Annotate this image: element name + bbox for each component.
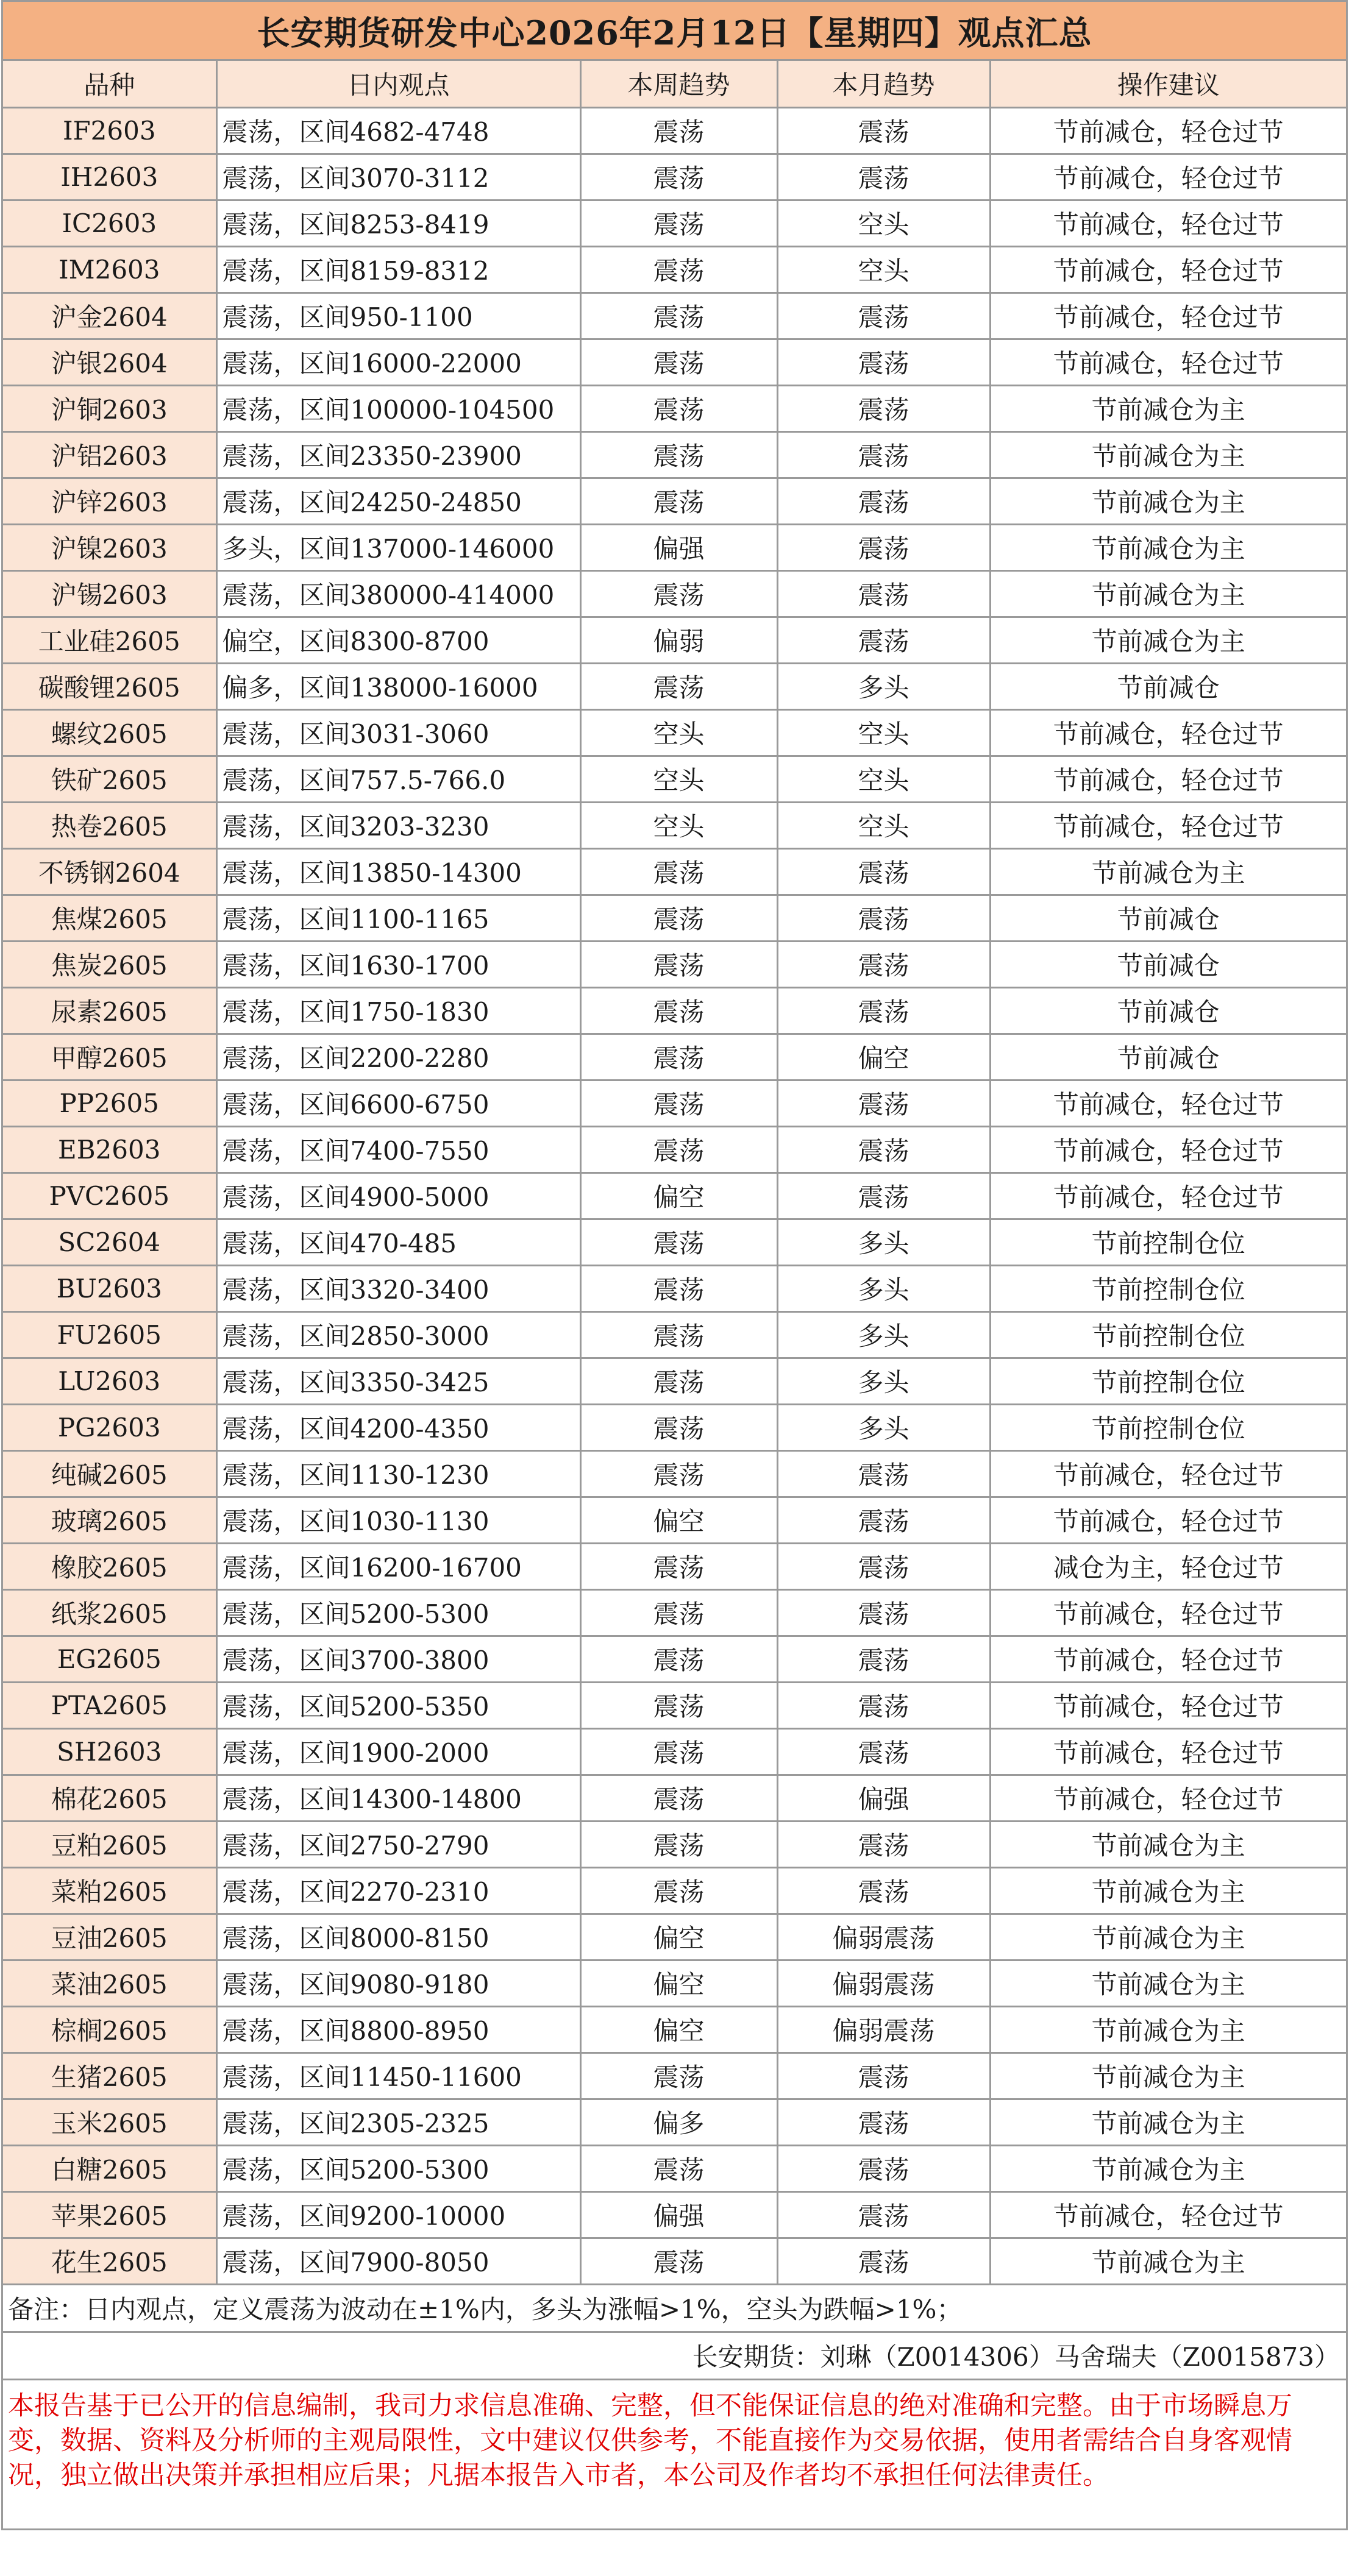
cell-monthly-trend: 震荡 [777, 524, 990, 570]
cell-monthly-trend: 震荡 [777, 987, 990, 1034]
cell-monthly-trend: 震荡 [777, 941, 990, 987]
cell-intraday-view: 震荡，区间3350-3425 [216, 1358, 580, 1404]
cell-suggestion: 节前减仓，轻仓过节 [990, 1589, 1346, 1636]
cell-suggestion: 节前减仓为主 [990, 617, 1346, 663]
cell-suggestion: 节前减仓，轻仓过节 [990, 1728, 1346, 1775]
cell-monthly-trend: 震荡 [777, 339, 990, 385]
cell-weekly-trend: 震荡 [580, 1589, 777, 1636]
cell-variety: PVC2605 [3, 1173, 216, 1219]
cell-suggestion: 节前减仓，轻仓过节 [990, 1080, 1346, 1126]
table-row [3, 848, 1346, 895]
cell-weekly-trend: 震荡 [580, 848, 777, 895]
cell-variety: 玉米2605 [3, 2099, 216, 2145]
cell-variety: 豆油2605 [3, 1914, 216, 1960]
cell-intraday-view: 震荡，区间470-485 [216, 1219, 580, 1265]
table-row [3, 246, 1346, 293]
cell-variety: 沪铝2603 [3, 431, 216, 478]
cell-intraday-view: 震荡，区间3031-3060 [216, 709, 580, 756]
table-row [3, 1450, 1346, 1497]
cell-variety: LU2603 [3, 1358, 216, 1404]
cell-variety: FU2605 [3, 1311, 216, 1358]
cell-weekly-trend: 震荡 [580, 1728, 777, 1775]
table-row [3, 1358, 1346, 1404]
cell-suggestion: 节前减仓，轻仓过节 [990, 1173, 1346, 1219]
cell-monthly-trend: 震荡 [777, 1821, 990, 1867]
cell-weekly-trend: 震荡 [580, 154, 777, 200]
table-row [3, 570, 1346, 617]
table-row [3, 2053, 1346, 2099]
cell-intraday-view: 震荡，区间5200-5350 [216, 1682, 580, 1728]
cell-monthly-trend: 偏弱震荡 [777, 2006, 990, 2053]
cell-variety: 菜粕2605 [3, 1867, 216, 1914]
cell-intraday-view: 震荡，区间8253-8419 [216, 200, 580, 246]
column-header-weekly-trend: 本周趋势 [580, 61, 777, 107]
table-row [3, 2191, 1346, 2238]
cell-intraday-view: 震荡，区间2270-2310 [216, 1867, 580, 1914]
cell-suggestion: 节前减仓，轻仓过节 [990, 154, 1346, 200]
cell-suggestion: 节前减仓，轻仓过节 [990, 2191, 1346, 2238]
cell-suggestion: 节前减仓 [990, 1034, 1346, 1080]
cell-variety: 碳酸锂2605 [3, 663, 216, 709]
table-row [3, 1126, 1346, 1173]
cell-suggestion: 节前减仓，轻仓过节 [990, 1450, 1346, 1497]
table-row [3, 339, 1346, 385]
cell-weekly-trend: 震荡 [580, 1404, 777, 1450]
cell-monthly-trend: 多头 [777, 663, 990, 709]
cell-suggestion: 节前控制仓位 [990, 1219, 1346, 1265]
cell-intraday-view: 震荡，区间9080-9180 [216, 1960, 580, 2006]
cell-weekly-trend: 震荡 [580, 941, 777, 987]
table-row [3, 895, 1346, 941]
cell-weekly-trend: 空头 [580, 756, 777, 802]
cell-intraday-view: 震荡，区间23350-23900 [216, 431, 580, 478]
cell-variety: 菜油2605 [3, 1960, 216, 2006]
cell-monthly-trend: 偏强 [777, 1775, 990, 1821]
cell-variety: 甲醇2605 [3, 1034, 216, 1080]
cell-monthly-trend: 震荡 [777, 1126, 990, 1173]
cell-monthly-trend: 震荡 [777, 293, 990, 339]
table-row [3, 2099, 1346, 2145]
table-row [3, 709, 1346, 756]
cell-suggestion: 节前控制仓位 [990, 1311, 1346, 1358]
cell-suggestion: 节前减仓，轻仓过节 [990, 246, 1346, 293]
cell-variety: IM2603 [3, 246, 216, 293]
cell-variety: 焦煤2605 [3, 895, 216, 941]
table-row [3, 1728, 1346, 1775]
cell-intraday-view: 震荡，区间9200-10000 [216, 2191, 580, 2238]
cell-intraday-view: 震荡，区间1630-1700 [216, 941, 580, 987]
cell-monthly-trend: 震荡 [777, 385, 990, 431]
cell-suggestion: 节前减仓为主 [990, 1867, 1346, 1914]
cell-monthly-trend: 多头 [777, 1404, 990, 1450]
cell-monthly-trend: 空头 [777, 802, 990, 848]
table-header-row [3, 61, 1346, 107]
cell-intraday-view: 震荡，区间3070-3112 [216, 154, 580, 200]
cell-intraday-view: 震荡，区间7400-7550 [216, 1126, 580, 1173]
cell-intraday-view: 震荡，区间3320-3400 [216, 1265, 580, 1311]
cell-intraday-view: 震荡，区间13850-14300 [216, 848, 580, 895]
cell-intraday-view: 震荡，区间8159-8312 [216, 246, 580, 293]
cell-weekly-trend: 震荡 [580, 663, 777, 709]
table-row [3, 2006, 1346, 2053]
cell-suggestion: 节前减仓为主 [990, 2145, 1346, 2191]
cell-weekly-trend: 震荡 [580, 431, 777, 478]
cell-monthly-trend: 震荡 [777, 1682, 990, 1728]
cell-intraday-view: 震荡，区间2750-2790 [216, 1821, 580, 1867]
cell-weekly-trend: 偏空 [580, 1497, 777, 1543]
cell-suggestion: 节前减仓为主 [990, 570, 1346, 617]
cell-weekly-trend: 震荡 [580, 1821, 777, 1867]
cell-variety: 棉花2605 [3, 1775, 216, 1821]
cell-weekly-trend: 震荡 [580, 895, 777, 941]
cell-weekly-trend: 震荡 [580, 2238, 777, 2284]
cell-intraday-view: 震荡，区间3203-3230 [216, 802, 580, 848]
table-row [3, 1589, 1346, 1636]
cell-weekly-trend: 震荡 [580, 1080, 777, 1126]
cell-suggestion: 节前减仓 [990, 987, 1346, 1034]
cell-weekly-trend: 震荡 [580, 1450, 777, 1497]
cell-intraday-view: 震荡，区间1030-1130 [216, 1497, 580, 1543]
cell-monthly-trend: 多头 [777, 1358, 990, 1404]
cell-intraday-view: 震荡，区间24250-24850 [216, 478, 580, 524]
table-body [3, 107, 1346, 2284]
table-row [3, 617, 1346, 663]
cell-weekly-trend: 偏强 [580, 2191, 777, 2238]
cell-weekly-trend: 震荡 [580, 987, 777, 1034]
column-header-monthly-trend: 本月趋势 [777, 61, 990, 107]
cell-intraday-view: 震荡，区间757.5-766.0 [216, 756, 580, 802]
cell-suggestion: 节前减仓，轻仓过节 [990, 1636, 1346, 1682]
cell-weekly-trend: 震荡 [580, 478, 777, 524]
cell-intraday-view: 震荡，区间14300-14800 [216, 1775, 580, 1821]
cell-suggestion: 节前减仓 [990, 895, 1346, 941]
cell-weekly-trend: 偏多 [580, 2099, 777, 2145]
cell-intraday-view: 震荡，区间1750-1830 [216, 987, 580, 1034]
cell-monthly-trend: 多头 [777, 1265, 990, 1311]
cell-suggestion: 节前减仓 [990, 941, 1346, 987]
cell-monthly-trend: 震荡 [777, 107, 990, 154]
cell-intraday-view: 震荡，区间16200-16700 [216, 1543, 580, 1589]
cell-variety: IH2603 [3, 154, 216, 200]
cell-suggestion: 节前控制仓位 [990, 1358, 1346, 1404]
cell-intraday-view: 震荡，区间8800-8950 [216, 2006, 580, 2053]
cell-variety: 橡胶2605 [3, 1543, 216, 1589]
cell-variety: 白糖2605 [3, 2145, 216, 2191]
cell-intraday-view: 震荡，区间7900-8050 [216, 2238, 580, 2284]
cell-suggestion: 节前减仓，轻仓过节 [990, 1682, 1346, 1728]
column-header-intraday-view: 日内观点 [216, 61, 580, 107]
table-row [3, 431, 1346, 478]
cell-suggestion: 节前减仓为主 [990, 848, 1346, 895]
cell-weekly-trend: 偏空 [580, 1960, 777, 2006]
cell-variety: 棕榈2605 [3, 2006, 216, 2053]
cell-variety: 纸浆2605 [3, 1589, 216, 1636]
table-row [3, 478, 1346, 524]
cell-weekly-trend: 震荡 [580, 2053, 777, 2099]
cell-intraday-view: 震荡，区间11450-11600 [216, 2053, 580, 2099]
cell-variety: 生猪2605 [3, 2053, 216, 2099]
cell-variety: 玻璃2605 [3, 1497, 216, 1543]
cell-variety: BU2603 [3, 1265, 216, 1311]
cell-intraday-view: 震荡，区间1900-2000 [216, 1728, 580, 1775]
cell-weekly-trend: 震荡 [580, 293, 777, 339]
cell-suggestion: 节前减仓，轻仓过节 [990, 339, 1346, 385]
cell-intraday-view: 震荡，区间1100-1165 [216, 895, 580, 941]
cell-monthly-trend: 震荡 [777, 570, 990, 617]
cell-intraday-view: 震荡，区间3700-3800 [216, 1636, 580, 1682]
cell-suggestion: 节前减仓，轻仓过节 [990, 200, 1346, 246]
cell-suggestion: 节前减仓，轻仓过节 [990, 293, 1346, 339]
cell-monthly-trend: 多头 [777, 1219, 990, 1265]
cell-variety: 沪银2604 [3, 339, 216, 385]
cell-variety: 苹果2605 [3, 2191, 216, 2238]
cell-weekly-trend: 偏空 [580, 2006, 777, 2053]
column-header-suggestion: 操作建议 [990, 61, 1346, 107]
cell-variety: 沪金2604 [3, 293, 216, 339]
cell-weekly-trend: 偏弱 [580, 617, 777, 663]
cell-weekly-trend: 震荡 [580, 1265, 777, 1311]
table-row [3, 293, 1346, 339]
cell-variety: EB2603 [3, 1126, 216, 1173]
cell-suggestion: 节前减仓 [990, 663, 1346, 709]
cell-monthly-trend: 震荡 [777, 2053, 990, 2099]
table-row [3, 1960, 1346, 2006]
report-sheet [1, 0, 1348, 2530]
cell-weekly-trend: 震荡 [580, 1867, 777, 1914]
cell-weekly-trend: 空头 [580, 802, 777, 848]
table-row [3, 1543, 1346, 1589]
cell-intraday-view: 偏空，区间8300-8700 [216, 617, 580, 663]
authors-line: 长安期货：刘琳（Z0014306）马舍瑞夫（Z0015873） [3, 2333, 1346, 2380]
cell-weekly-trend: 空头 [580, 709, 777, 756]
cell-intraday-view: 震荡，区间1130-1230 [216, 1450, 580, 1497]
table-row [3, 1775, 1346, 1821]
cell-suggestion: 节前减仓为主 [990, 1821, 1346, 1867]
cell-suggestion: 节前控制仓位 [990, 1404, 1346, 1450]
cell-monthly-trend: 震荡 [777, 154, 990, 200]
cell-suggestion: 节前减仓为主 [990, 2053, 1346, 2099]
table-row [3, 1914, 1346, 1960]
cell-monthly-trend: 震荡 [777, 2145, 990, 2191]
cell-intraday-view: 偏多，区间138000-16000 [216, 663, 580, 709]
cell-suggestion: 减仓为主，轻仓过节 [990, 1543, 1346, 1589]
cell-variety: IF2603 [3, 107, 216, 154]
cell-intraday-view: 震荡，区间5200-5300 [216, 1589, 580, 1636]
cell-monthly-trend: 震荡 [777, 2099, 990, 2145]
cell-monthly-trend: 空头 [777, 756, 990, 802]
cell-variety: 花生2605 [3, 2238, 216, 2284]
cell-intraday-view: 震荡，区间8000-8150 [216, 1914, 580, 1960]
cell-variety: EG2605 [3, 1636, 216, 1682]
cell-suggestion: 节前减仓为主 [990, 2238, 1346, 2284]
cell-variety: 工业硅2605 [3, 617, 216, 663]
views-table [3, 61, 1346, 2285]
disclaimer: 本报告基于已公开的信息编制，我司力求信息准确、完整，但不能保证信息的绝对准确和完整。由于市场瞬息万变，数据、资料及分析师的主观局限性，文中建议仅供参考，不能直接作为交易依据，使用者需结合自身客观情况，独立做出决策并承担相应后果；凡据本报告入市者，本公司及作者均不承担任何法律责任。 [3, 2380, 1346, 2530]
cell-intraday-view: 震荡，区间4900-5000 [216, 1173, 580, 1219]
cell-suggestion: 节前减仓，轻仓过节 [990, 802, 1346, 848]
cell-intraday-view: 震荡，区间4682-4748 [216, 107, 580, 154]
cell-monthly-trend: 震荡 [777, 1728, 990, 1775]
cell-weekly-trend: 震荡 [580, 1126, 777, 1173]
table-row [3, 2238, 1346, 2284]
table-row [3, 1682, 1346, 1728]
cell-suggestion: 节前减仓为主 [990, 1914, 1346, 1960]
cell-monthly-trend: 震荡 [777, 2238, 990, 2284]
cell-suggestion: 节前减仓，轻仓过节 [990, 756, 1346, 802]
table-row [3, 2145, 1346, 2191]
cell-weekly-trend: 震荡 [580, 1543, 777, 1589]
cell-weekly-trend: 震荡 [580, 107, 777, 154]
cell-monthly-trend: 偏空 [777, 1034, 990, 1080]
cell-intraday-view: 多头，区间137000-146000 [216, 524, 580, 570]
cell-variety: 不锈钢2604 [3, 848, 216, 895]
cell-suggestion: 节前减仓为主 [990, 478, 1346, 524]
table-row [3, 756, 1346, 802]
cell-intraday-view: 震荡，区间16000-22000 [216, 339, 580, 385]
cell-variety: 沪锡2603 [3, 570, 216, 617]
cell-intraday-view: 震荡，区间2850-3000 [216, 1311, 580, 1358]
table-row [3, 200, 1346, 246]
table-row [3, 1404, 1346, 1450]
cell-suggestion: 节前减仓，轻仓过节 [990, 1497, 1346, 1543]
cell-weekly-trend: 震荡 [580, 1311, 777, 1358]
table-row [3, 1080, 1346, 1126]
cell-variety: 沪镍2603 [3, 524, 216, 570]
cell-suggestion: 节前减仓为主 [990, 2099, 1346, 2145]
cell-suggestion: 节前减仓为主 [990, 524, 1346, 570]
table-row [3, 1867, 1346, 1914]
cell-weekly-trend: 震荡 [580, 200, 777, 246]
cell-monthly-trend: 震荡 [777, 848, 990, 895]
cell-monthly-trend: 震荡 [777, 895, 990, 941]
cell-variety: 尿素2605 [3, 987, 216, 1034]
table-row [3, 1311, 1346, 1358]
cell-monthly-trend: 偏弱震荡 [777, 1914, 990, 1960]
table-row [3, 1034, 1346, 1080]
cell-monthly-trend: 偏弱震荡 [777, 1960, 990, 2006]
cell-intraday-view: 震荡，区间2200-2280 [216, 1034, 580, 1080]
cell-intraday-view: 震荡，区间950-1100 [216, 293, 580, 339]
table-row [3, 1497, 1346, 1543]
cell-suggestion: 节前减仓为主 [990, 1960, 1346, 2006]
cell-suggestion: 节前减仓为主 [990, 431, 1346, 478]
cell-monthly-trend: 震荡 [777, 1589, 990, 1636]
cell-variety: 螺纹2605 [3, 709, 216, 756]
cell-weekly-trend: 震荡 [580, 2145, 777, 2191]
table-row [3, 1173, 1346, 1219]
cell-intraday-view: 震荡，区间100000-104500 [216, 385, 580, 431]
cell-monthly-trend: 震荡 [777, 2191, 990, 2238]
cell-monthly-trend: 震荡 [777, 1636, 990, 1682]
cell-monthly-trend: 震荡 [777, 478, 990, 524]
table-row [3, 1636, 1346, 1682]
cell-weekly-trend: 震荡 [580, 1034, 777, 1080]
cell-variety: 焦炭2605 [3, 941, 216, 987]
cell-weekly-trend: 震荡 [580, 570, 777, 617]
cell-monthly-trend: 震荡 [777, 431, 990, 478]
cell-suggestion: 节前减仓，轻仓过节 [990, 107, 1346, 154]
cell-monthly-trend: 震荡 [777, 617, 990, 663]
cell-weekly-trend: 偏强 [580, 524, 777, 570]
cell-variety: 热卷2605 [3, 802, 216, 848]
cell-intraday-view: 震荡，区间2305-2325 [216, 2099, 580, 2145]
column-header-variety: 品种 [3, 61, 216, 107]
cell-variety: IC2603 [3, 200, 216, 246]
cell-weekly-trend: 震荡 [580, 1219, 777, 1265]
cell-monthly-trend: 空头 [777, 709, 990, 756]
cell-suggestion: 节前减仓，轻仓过节 [990, 709, 1346, 756]
cell-variety: PTA2605 [3, 1682, 216, 1728]
cell-weekly-trend: 震荡 [580, 385, 777, 431]
cell-monthly-trend: 震荡 [777, 1173, 990, 1219]
footnote: 备注：日内观点，定义震荡为波动在±1%内，多头为涨幅>1%，空头为跌幅>1%； [3, 2285, 1346, 2333]
cell-weekly-trend: 震荡 [580, 1682, 777, 1728]
table-row [3, 524, 1346, 570]
cell-suggestion: 节前控制仓位 [990, 1265, 1346, 1311]
cell-variety: PP2605 [3, 1080, 216, 1126]
cell-variety: 沪锌2603 [3, 478, 216, 524]
table-row [3, 154, 1346, 200]
cell-suggestion: 节前减仓，轻仓过节 [990, 1775, 1346, 1821]
cell-variety: PG2603 [3, 1404, 216, 1450]
cell-weekly-trend: 震荡 [580, 246, 777, 293]
cell-variety: 沪铜2603 [3, 385, 216, 431]
cell-variety: 豆粕2605 [3, 1821, 216, 1867]
table-row [3, 941, 1346, 987]
cell-monthly-trend: 多头 [777, 1311, 990, 1358]
table-row [3, 987, 1346, 1034]
cell-weekly-trend: 偏空 [580, 1914, 777, 1960]
cell-weekly-trend: 震荡 [580, 1775, 777, 1821]
cell-monthly-trend: 震荡 [777, 1867, 990, 1914]
cell-variety: SH2603 [3, 1728, 216, 1775]
cell-intraday-view: 震荡，区间380000-414000 [216, 570, 580, 617]
table-row [3, 1821, 1346, 1867]
cell-suggestion: 节前减仓为主 [990, 2006, 1346, 2053]
cell-intraday-view: 震荡，区间5200-5300 [216, 2145, 580, 2191]
cell-monthly-trend: 震荡 [777, 1450, 990, 1497]
table-row [3, 107, 1346, 154]
table-row [3, 1219, 1346, 1265]
table-row [3, 802, 1346, 848]
cell-suggestion: 节前减仓，轻仓过节 [990, 1126, 1346, 1173]
cell-suggestion: 节前减仓为主 [990, 385, 1346, 431]
table-row [3, 1265, 1346, 1311]
cell-weekly-trend: 震荡 [580, 339, 777, 385]
cell-weekly-trend: 偏空 [580, 1173, 777, 1219]
table-row [3, 385, 1346, 431]
cell-weekly-trend: 震荡 [580, 1636, 777, 1682]
cell-monthly-trend: 空头 [777, 200, 990, 246]
cell-monthly-trend: 震荡 [777, 1497, 990, 1543]
cell-variety: 纯碱2605 [3, 1450, 216, 1497]
cell-variety: SC2604 [3, 1219, 216, 1265]
report-title: 长安期货研发中心2026年2月12日【星期四】观点汇总 [3, 0, 1346, 61]
table-row [3, 663, 1346, 709]
cell-intraday-view: 震荡，区间4200-4350 [216, 1404, 580, 1450]
cell-monthly-trend: 空头 [777, 246, 990, 293]
cell-intraday-view: 震荡，区间6600-6750 [216, 1080, 580, 1126]
cell-variety: 铁矿2605 [3, 756, 216, 802]
cell-monthly-trend: 震荡 [777, 1080, 990, 1126]
cell-monthly-trend: 震荡 [777, 1543, 990, 1589]
cell-weekly-trend: 震荡 [580, 1358, 777, 1404]
